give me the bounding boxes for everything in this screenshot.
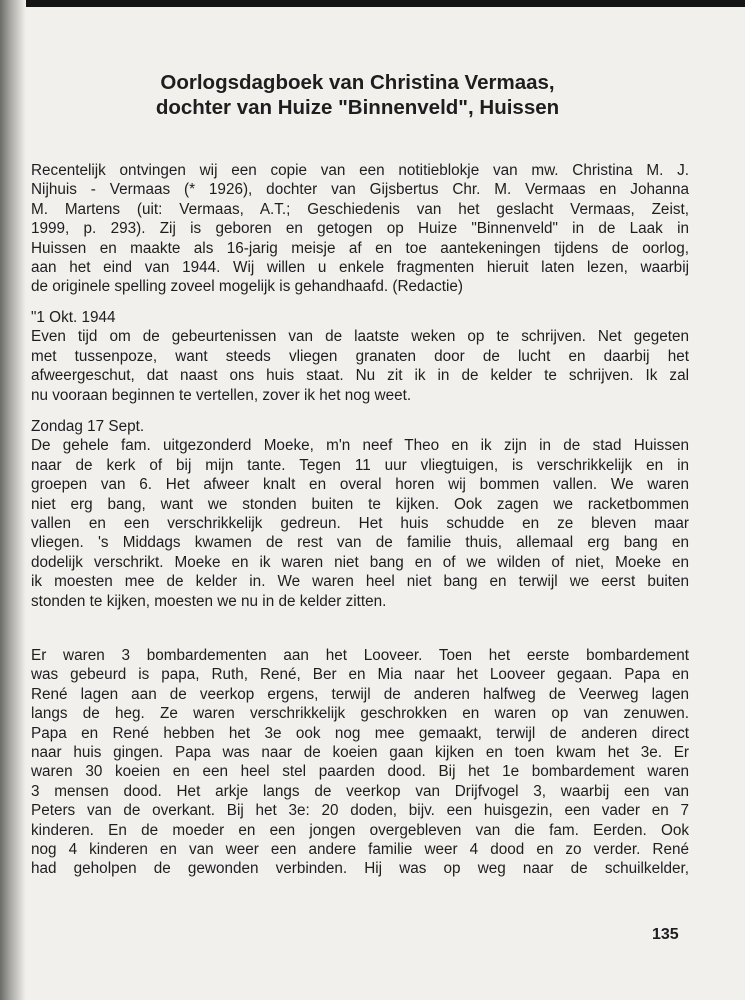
entry-date-heading: "1 Okt. 1944 <box>31 309 116 326</box>
text-line: Recentelijk ontvingen wij een copie van een notitieblokje van mw. Christina M. J. <box>31 162 689 179</box>
text-line: Huissen en maakte als 16-jarig meisje af en toe aantekeningen tijdens de oorlog, <box>31 239 689 257</box>
entry-date-heading: Zondag 17 Sept. <box>31 418 145 435</box>
text-line: kinderen. En de moeder en een jongen overgebleven van die fam. Eerden. Ook <box>31 821 689 839</box>
text-line: naar huis gingen. Papa was naar de koeien gaan kijken en toen kwam het 3e. Er <box>31 744 689 762</box>
page-number: 135 <box>652 926 679 943</box>
text-line: waren 30 koeien en een heel stel paarden dood. Bij het 1e bombardement waren <box>31 763 689 781</box>
text-line: afweergeschut, dat naast ons huis staat. Nu zit ik in de kelder te schrijven. Ik zal <box>31 367 689 385</box>
title-line: dochter van Huize "Binnenveld", Huissen <box>155 96 560 119</box>
diary-entry-17-sept <box>31 417 689 611</box>
bombardment-paragraph <box>31 646 689 879</box>
diary-entry-1-okt <box>31 308 689 405</box>
text-line: groepen van 6. Het afweer knalt en overal horen wij bommen vallen. We waren <box>31 476 689 494</box>
text-line: Papa en René hebben het 3e ook nog mee gemaakt, terwijl de anderen direct <box>31 724 689 742</box>
text-line: vallen en een verschrikkelijk gedreun. Het huis schudde en ze bleven maar <box>31 515 689 533</box>
scan-top-edge <box>0 0 745 7</box>
intro-paragraph <box>31 161 689 297</box>
text-line: stonden te kijken, moesten we nu in de kelder zitten. <box>31 592 387 610</box>
text-line: dodelijk verschrikt. Moeke en ik waren niet bang en of we wilden of niet, Moeke en <box>31 553 689 571</box>
text-line: nu vooraan beginnen te vertellen, zover ik het nog weet. <box>31 386 412 404</box>
title-line: Oorlogsdagboek van Christina Vermaas, <box>160 71 555 94</box>
text-line: had geholpen de gewonden verbinden. Hij was op weg naar de schuilkelder, <box>31 860 689 878</box>
text-line: naar de kerk of bij mijn tante. Tegen 11 uur vliegtuigen, is verschrikkelijk en in <box>31 456 689 474</box>
text-line: was gebeurd is papa, Ruth, René, Ber en Mia naar het Looveer gegaan. Papa en <box>31 666 689 684</box>
scan-binding-shadow <box>0 0 26 1000</box>
text-line: langs de heg. Ze waren verschrikkelijk geschrokken en waren op van zenuwen. <box>31 705 689 723</box>
text-line: Nijhuis - Vermaas (* 1926), dochter van Gijsbertus Chr. M. Vermaas en Johanna <box>31 181 689 199</box>
text-line: 1999, p. 293). Zij is geboren en getogen op Huize "Binnenveld" in de Laak in <box>31 220 689 238</box>
text-line: Er waren 3 bombardementen aan het Looveer. Toen het eerste bombardement <box>31 647 689 664</box>
text-line: 3 mensen dood. Het arkje langs de veerkop van Drijfvogel 3, waarbij een van <box>31 782 689 800</box>
text-line: aan het eind van 1944. Wij willen u enkele fragmenten hieruit laten lezen, waarbij <box>31 259 689 277</box>
text-line: nog 4 kinderen en van weer een andere familie weer 4 dood en zo verder. René <box>31 841 689 859</box>
text-line: vliegen. 's Middags kwamen de rest van de familie thuis, allemaal erg bang en <box>31 534 689 552</box>
text-line: Peters van de overkant. Bij het 3e: 20 doden, bijv. een huisgezin, een vader en 7 <box>31 802 689 820</box>
text-line: de originele spelling zoveel mogelijk is gehandhaafd. (Redactie) <box>31 278 463 296</box>
text-line: René lagen aan de veerkop ergens, terwijl de anderen halfweg de Veerweg lagen <box>31 685 689 703</box>
text-line: met tussenpoze, want steeds vliegen granaten door de lucht en daarbij het <box>31 347 689 365</box>
text-line: De gehele fam. uitgezonderd Moeke, m'n neef Theo en ik zijn in de stad Huissen <box>31 437 689 455</box>
text-line: Even tijd om de gebeurtenissen van de laatste weken op te schrijven. Net gegeten <box>31 328 689 346</box>
article-title <box>0 70 745 120</box>
text-line: M. Martens (uit: Vermaas, A.T.; Geschiedenis van het geslacht Vermaas, Zeist, <box>31 200 689 218</box>
text-line: niet erg bang, want we stonden buiten te kijken. Ook zagen we racketbommen <box>31 495 689 513</box>
text-line: ik moesten mee de kelder in. We waren heel niet bang en terwijl we eerst buiten <box>31 573 689 591</box>
